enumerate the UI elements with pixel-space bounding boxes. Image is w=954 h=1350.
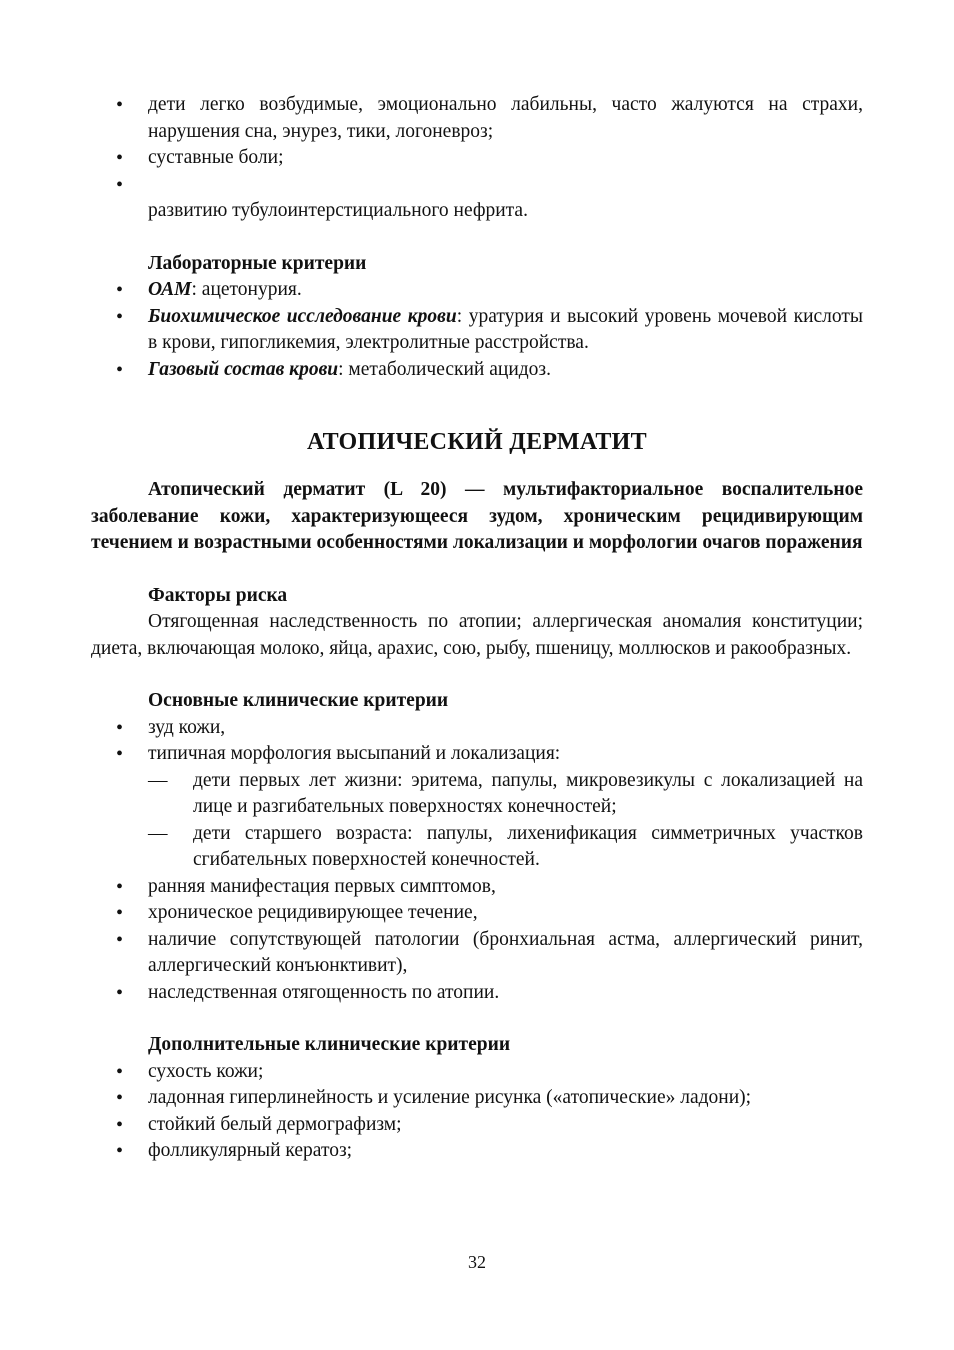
section-title: АТОПИЧЕСКИЙ ДЕРМАТИТ — [307, 429, 647, 455]
lab-text: : ацетонурия. — [191, 279, 302, 300]
list-item — [91, 277, 863, 304]
list-item: • наличие сопутствующей патологии (бронхиальная астма, аллергический ринит, аллергический конъюнктивит), — [91, 927, 863, 980]
definition: Атопический дерматит (L 20) — мультифакториальное воспалительное заболевание кожи, характеризующееся зудом, хроническим рецидивирующим течением и возрастными особенностями локализации и морфологии очагов поражения — [91, 479, 863, 553]
lab-term: ОАМ — [148, 279, 192, 300]
page-content — [91, 92, 863, 1165]
main-criteria-heading: Основные клинические критерии — [148, 690, 449, 711]
list-item: • типичная морфология высыпаний и локализация: — [91, 741, 863, 768]
list-item: • фолликулярный кератоз; — [91, 1138, 863, 1165]
extra-criteria-heading: Дополнительные клинические критерии — [148, 1034, 511, 1055]
extra-criteria-list — [91, 1059, 863, 1165]
list-item: • хроническое рецидивирующее течение, — [91, 900, 863, 927]
page-number: 32 — [468, 1252, 486, 1272]
list-item: • сухость кожи; — [91, 1059, 863, 1086]
main-criteria-list — [91, 715, 863, 768]
list-item — [91, 304, 863, 357]
list-item: • ладонная гиперлинейность и усиление рисунка («атопические» ладони); — [91, 1085, 863, 1112]
list-item: • наследственная отягощенность по атопии. — [91, 980, 863, 1007]
risk-heading: Факторы риска — [148, 584, 288, 606]
list-item: • суставные боли; — [91, 145, 863, 172]
lab-term: Газовый состав крови — [148, 358, 339, 380]
list-item — [91, 357, 863, 384]
main-criteria-list-cont — [91, 874, 863, 1007]
list-item — [91, 172, 863, 199]
list-item: • стойкий белый дермографизм; — [91, 1112, 863, 1139]
lab-text: : уратурия и высокий уровень мочевой кислоты в крови, гипогликемия, электролитные расстройства. — [148, 305, 864, 353]
list-item: • зуд кожи, — [91, 715, 863, 742]
list-continuation: развитию тубулоинтерстициального нефрита. — [148, 200, 528, 221]
list-item: • ранняя манифестация первых симптомов, — [91, 874, 863, 901]
risk-text: Отягощенная наследственность по атопии; аллергическая аномалия конституции; диета, включающая молоко, яйца, арахис, сою, рыбу, пшеницу, моллюсков и ракообразных. — [91, 611, 863, 659]
sub-list-item: — дети старшего возраста: папулы, лихенификация симметричных участков сгибательных поверхностей конечностей. — [148, 821, 863, 874]
top-list — [91, 92, 863, 198]
lab-text: : метаболический ацидоз. — [338, 358, 552, 380]
lab-list — [91, 277, 863, 383]
list-item: • дети легко возбудимые, эмоционально лабильны, часто жалуются на страхи, нарушения сна, энурез, тики, логоневроз; — [91, 92, 863, 145]
lab-term: Биохимическое исследование крови — [148, 305, 457, 327]
sub-list-item: — дети первых лет жизни: эритема, папулы, микровезикулы с локализацией на лице и разгибательных поверхностях конечностей; — [148, 768, 863, 821]
lab-heading: Лабораторные критерии — [148, 252, 367, 274]
sub-criteria-list — [148, 768, 863, 874]
